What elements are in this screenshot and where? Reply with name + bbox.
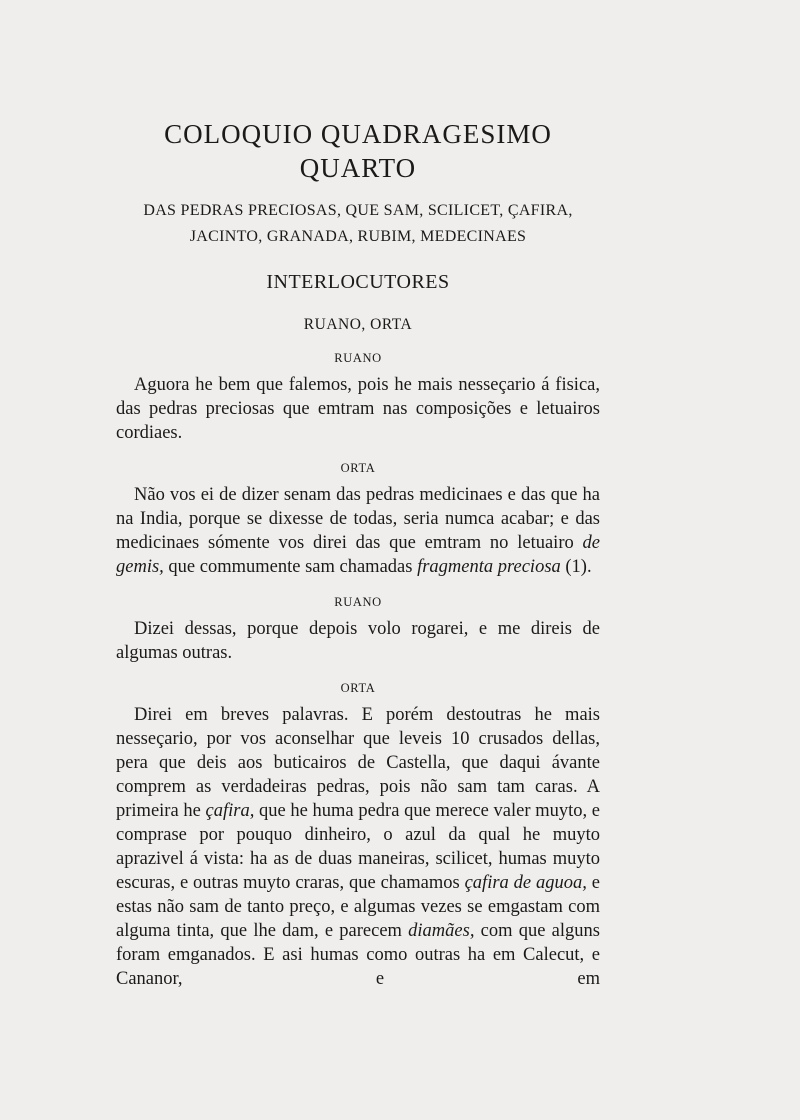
- speakers-list: RUANO, ORTA: [303, 315, 413, 333]
- text-segment: com que alguns foram emganados. E asi humas como outras ha em Calecut, e Cananor, e em: [116, 920, 600, 989]
- text-segment: que he huma pedra que merece valer muyto, e comprase por pouquo dinheiro, o azul da qual he muyto aprazivel á vista: ha as de duas maneiras, scilicet, humas muyto escuras, e outras muyto craras, que chamamos: [116, 800, 601, 893]
- italic-term: çafira de aguoa,: [464, 872, 587, 893]
- dialogue-paragraph: [116, 483, 600, 579]
- text-segment: Dizei dessas, porque depois volo rogarei, e me direis de algumas outras.: [116, 618, 600, 663]
- page-content: [116, 118, 600, 991]
- text-segment: e estas não sam de tanto preço, e algumas vezes se emgastam com alguma tinta, que lhe dam, e parecem: [116, 872, 601, 941]
- speaker-label: RUANO: [334, 350, 382, 365]
- italic-term: fragmenta preciosa: [417, 556, 561, 577]
- text-segment: Não vos ei de dizer senam das pedras medicinaes e das que ha na India, porque se dixesse de todas, seria numca acabar; e das medicinaes sómente vos direi das que emtram no letuairo: [116, 484, 600, 553]
- speaker-label: RUANO: [334, 594, 382, 609]
- dialogue-paragraph: [116, 617, 600, 665]
- speaker-label: ORTA: [340, 460, 376, 475]
- dialogue-paragraph: [116, 703, 600, 991]
- subtitle-line-2: JACINTO, GRANADA, RUBIM, MEDECINAES: [189, 227, 527, 245]
- text-segment: Aguora he bem que falemos, pois he mais nesseçario á fisica, das pedras preciosas que emtram nas composições e letuairos cordiaes.: [116, 374, 600, 443]
- speaker-label: ORTA: [340, 680, 376, 695]
- italic-term: çafira,: [205, 800, 255, 821]
- dialogue: [116, 351, 600, 991]
- interlocutores-heading: INTERLOCUTORES: [266, 270, 450, 293]
- italic-term: diamães,: [408, 920, 475, 941]
- italic-term: de gemis,: [116, 532, 600, 577]
- text-segment: que commumente sam chamadas: [163, 556, 418, 577]
- dialogue-paragraph: [116, 373, 600, 445]
- text-segment: Direi em breves palavras. E porém destoutras he mais nesseçario, por vos aconselhar que leveis 10 crusados dellas, pera que deis aos buticairos de Castella, que daqui ávante comprem as verdadeiras pedras, pois não sam tam caras. A primeira he: [116, 704, 600, 821]
- subtitle-line-1: DAS PEDRAS PRECIOSAS, QUE SAM, SCILICET, ÇAFIRA,: [143, 201, 573, 219]
- chapter-title: COLOQUIO QUADRAGESIMO QUARTO: [164, 119, 552, 183]
- text-segment: (1).: [560, 556, 592, 577]
- chapter-subtitle: [116, 198, 600, 250]
